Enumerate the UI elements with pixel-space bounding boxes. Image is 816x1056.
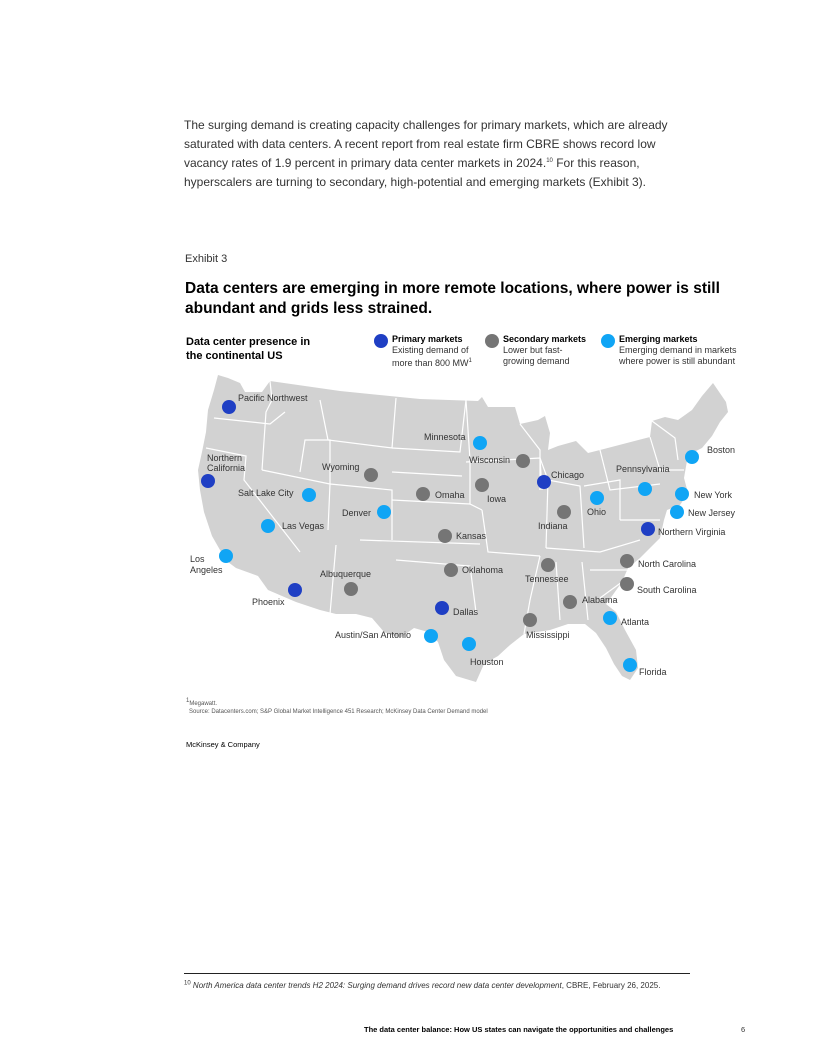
market-dot-atlanta[interactable]: [603, 611, 617, 625]
legend-primary-line1: Existing demand of: [392, 345, 469, 355]
market-dot-wyoming[interactable]: [364, 468, 378, 482]
label-alabama: Alabama: [582, 595, 618, 605]
legend-emerging-title: Emerging markets: [619, 334, 698, 344]
primary-dot-icon: [374, 334, 388, 348]
market-dot-phoenix[interactable]: [288, 583, 302, 597]
label-mississippi: Mississippi: [526, 630, 570, 640]
chart-heading-line2: the continental US: [186, 350, 283, 362]
chart-footnotes: [186, 700, 488, 716]
footnote-megawatt: Megawatt.: [189, 701, 218, 707]
market-dot-new-york[interactable]: [675, 487, 689, 501]
footnote-10-marker: 10: [184, 980, 191, 987]
label-las-vegas: Las Vegas: [282, 521, 325, 531]
chart-heading-line1: Data center presence in: [186, 336, 311, 348]
market-dot-austin-san-antonio[interactable]: [424, 629, 438, 643]
market-dot-northern-virginia[interactable]: [641, 522, 655, 536]
label-denver: Denver: [342, 508, 372, 518]
footnote-marker-1: 1: [186, 698, 190, 704]
label-wyoming: Wyoming: [322, 462, 360, 472]
label-northern-virginia: Northern Virginia: [658, 527, 726, 537]
chart-heading: [186, 335, 356, 363]
intro-text-after: For this reason, hyperscalers are turning to secondary, high-potential and emerging markets (Exhibit 3).: [184, 156, 647, 189]
market-dot-south-carolina[interactable]: [620, 577, 634, 591]
label-tennessee: Tennessee: [525, 574, 569, 584]
legend-primary-line2: more than 800 MW: [392, 358, 469, 368]
label-ohio: Ohio: [587, 507, 607, 517]
exhibit-label: Exhibit 3: [185, 253, 228, 265]
footnote-10-rest: , CBRE, February 26, 2025.: [561, 981, 661, 990]
market-dot-dallas[interactable]: [435, 601, 449, 615]
market-dot-alabama[interactable]: [563, 595, 577, 609]
market-dot-tennessee[interactable]: [541, 558, 555, 572]
market-dot-new-jersey[interactable]: [670, 505, 684, 519]
legend-emerging-line1: Emerging demand in markets: [619, 345, 737, 355]
label-salt-lake-city: Salt Lake City: [238, 488, 294, 498]
label-atlanta: Atlanta: [621, 617, 650, 627]
legend-secondary-line1: Lower but fast-: [503, 345, 563, 355]
legend-primary-title: Primary markets: [392, 334, 463, 344]
label-new-jersey: New Jersey: [688, 508, 736, 518]
market-dot-boston[interactable]: [685, 450, 699, 464]
market-dot-mississippi[interactable]: [523, 613, 537, 627]
us-map: [180, 368, 740, 693]
label-austin-san-antonio: Austin/San Antonio: [335, 630, 412, 640]
footnote-10-title: North America data center trends H2 2024: Surging demand drives record new data center development: [192, 981, 562, 990]
market-dot-denver[interactable]: [377, 505, 391, 519]
label-northern-california-line1: Northern: [207, 453, 243, 463]
legend-secondary-line2: growing demand: [503, 356, 570, 366]
market-dot-florida[interactable]: [623, 658, 637, 672]
label-omaha: Omaha: [435, 490, 465, 500]
emerging-dot-icon: [601, 334, 615, 348]
label-south-carolina: South Carolina: [637, 585, 697, 595]
label-los-angeles-line2: Angeles: [190, 565, 223, 575]
label-minnesota: Minnesota: [424, 432, 466, 442]
label-florida: Florida: [639, 667, 667, 677]
market-dot-houston[interactable]: [462, 637, 476, 651]
footnote-ref-10[interactable]: 10: [546, 158, 553, 164]
market-dot-minnesota[interactable]: [473, 436, 487, 450]
label-pennsylvania: Pennsylvania: [616, 464, 670, 474]
footer-title: The data center balance: How US states can navigate the opportunities and challenges: [364, 1025, 674, 1034]
label-iowa: Iowa: [487, 494, 507, 504]
label-oklahoma: Oklahoma: [462, 565, 504, 575]
chart-source: Source: Datacenters.com; S&P Global Market Intelligence 451 Research; McKinsey Data Center Demand model: [189, 709, 488, 715]
label-north-carolina: North Carolina: [638, 559, 697, 569]
market-dot-los-angeles[interactable]: [219, 549, 233, 563]
label-los-angeles-line1: Los: [190, 554, 205, 564]
label-northern-california-line2: California: [207, 463, 246, 473]
market-dot-chicago[interactable]: [537, 475, 551, 489]
page-number: 6: [741, 1025, 746, 1034]
market-dot-kansas[interactable]: [438, 529, 452, 543]
label-pacific-northwest: Pacific Northwest: [238, 393, 308, 403]
label-houston: Houston: [470, 657, 504, 667]
label-dallas: Dallas: [453, 607, 479, 617]
market-dot-indiana[interactable]: [557, 505, 571, 519]
market-dot-las-vegas[interactable]: [261, 519, 275, 533]
intro-paragraph: [184, 116, 684, 192]
label-kansas: Kansas: [456, 531, 487, 541]
market-dot-omaha[interactable]: [416, 487, 430, 501]
legend-emerging-line2: where power is still abundant: [619, 356, 736, 366]
label-boston: Boston: [707, 445, 736, 455]
market-dot-northern-california[interactable]: [201, 474, 215, 488]
footnote-divider: [184, 973, 690, 974]
secondary-dot-icon: [485, 334, 499, 348]
label-wisconsin: Wisconsin: [469, 455, 511, 465]
market-dot-oklahoma[interactable]: [444, 563, 458, 577]
market-dot-north-carolina[interactable]: [620, 554, 634, 568]
intro-text: The surging demand is creating capacity challenges for primary markets, which are already saturated with data centers. A recent report from real estate firm CBRE shows record low vacancy rates of 1.9 percent in primary data center markets in 2024.: [184, 118, 668, 170]
market-dot-pacific-northwest[interactable]: [222, 400, 236, 414]
label-albuquerque: Albuquerque: [320, 569, 372, 579]
label-indiana: Indiana: [538, 521, 568, 531]
market-dot-wisconsin[interactable]: [516, 454, 530, 468]
label-new-york: New York: [694, 490, 733, 500]
market-dot-albuquerque[interactable]: [344, 582, 358, 596]
market-dot-salt-lake-city[interactable]: [302, 488, 316, 502]
exhibit-title: Data centers are emerging in more remote locations, where power is still abundant and grids less strained.: [185, 280, 720, 317]
label-phoenix: Phoenix: [252, 597, 285, 607]
legend-primary-marker: 1: [468, 358, 472, 364]
legend-secondary-title: Secondary markets: [503, 334, 587, 344]
market-dot-iowa[interactable]: [475, 478, 489, 492]
brand-name: McKinsey & Company: [186, 740, 260, 749]
market-dot-ohio[interactable]: [590, 491, 604, 505]
market-dot-pennsylvania[interactable]: [638, 482, 652, 496]
footnote-10: [184, 980, 694, 991]
label-chicago: Chicago: [551, 470, 585, 480]
